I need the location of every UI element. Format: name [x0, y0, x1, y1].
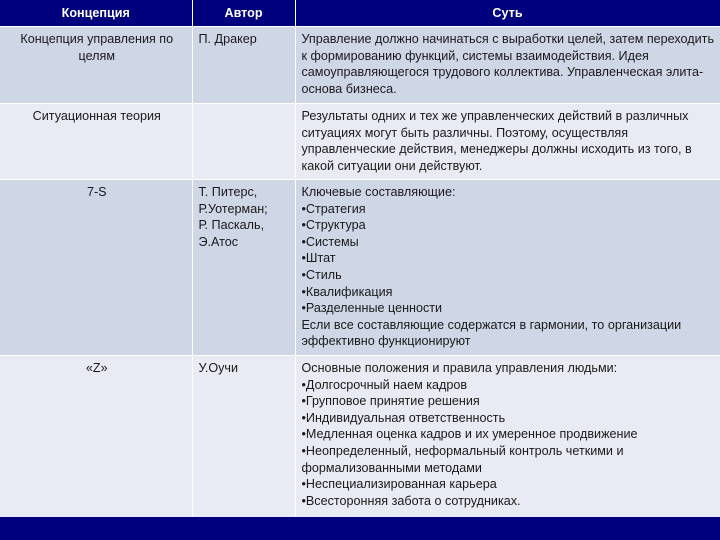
- author-line: Э.Атос: [198, 234, 239, 249]
- essence-bullet: •Штат: [301, 251, 336, 266]
- author-line: Р. Паскаль,: [198, 218, 265, 233]
- author-line: П. Дракер: [198, 32, 257, 46]
- essence-bullet: •Неопределенный, неформальный контроль четкими и формализованными методами: [301, 443, 624, 475]
- cell-concept: Ситуационная теория: [0, 104, 192, 180]
- table-header-row: [0, 0, 720, 27]
- essence-bullet: •Структура: [301, 218, 366, 233]
- cell-concept: «Z»: [0, 356, 192, 518]
- cell-essence: [295, 356, 720, 518]
- cell-concept: 7-S: [0, 180, 192, 356]
- author-line: Т. Питерс,: [198, 185, 258, 199]
- essence-bullet: •Всесторонняя забота о сотрудниках.: [301, 493, 521, 508]
- table-row-theory-z: [0, 356, 720, 518]
- cell-concept: Концепция управления по целям: [0, 27, 192, 104]
- author-line: Р.Уотерман;: [198, 201, 268, 216]
- essence-line: Ключевые составляющие:: [301, 185, 456, 199]
- table-row-management-by-objectives: [0, 27, 720, 104]
- essence-bullet: •Медленная оценка кадров и их умеренное продвижение: [301, 427, 638, 442]
- header-concept: Концепция: [0, 0, 192, 27]
- essence-bullet: •Стратегия: [301, 201, 366, 216]
- footer-bar: [0, 517, 720, 540]
- author-line: У.Оучи: [198, 361, 239, 375]
- essence-bullet: •Групповое принятие решения: [301, 394, 480, 409]
- essence-line: Если все составляющие содержатся в гармонии, то организации эффективно функционируют: [301, 317, 682, 349]
- essence-bullet: •Стиль: [301, 267, 342, 282]
- header-author: Автор: [192, 0, 295, 27]
- header-essence: Суть: [295, 0, 720, 27]
- cell-essence: [295, 104, 720, 180]
- essence-bullet: •Разделенные ценности: [301, 301, 443, 316]
- cell-author-empty: [192, 104, 295, 180]
- essence-line: Результаты одних и тех же управленческих действий в различных ситуациях могут быть различны. Поэтому, осуществляя управленческие действия, менеджеры должны исходить из того, в какой ситуации они действуют.: [301, 109, 692, 173]
- cell-author: [192, 180, 295, 356]
- cell-essence: [295, 180, 720, 356]
- cell-author: [192, 356, 295, 518]
- cell-author: [192, 27, 295, 104]
- essence-bullet: •Неспециализированная карьера: [301, 477, 497, 492]
- cell-essence: [295, 27, 720, 104]
- essence-line: Управление должно начинаться с выработки целей, затем переходить к формированию функций, системы взаимодействия. Идея самоуправляющегося трудового коллектива. Управленческая элита- основа бизнеса.: [301, 32, 714, 96]
- essence-line: Основные положения и правила управления людьми:: [301, 361, 618, 375]
- essence-bullet: •Индивидуальная ответственность: [301, 410, 506, 425]
- table-row-situational-theory: [0, 104, 720, 180]
- essence-bullet: •Квалификация: [301, 284, 393, 299]
- essence-bullet: •Системы: [301, 234, 359, 249]
- essence-bullet: •Долгосрочный наем кадров: [301, 377, 468, 392]
- table-row-7s: [0, 180, 720, 356]
